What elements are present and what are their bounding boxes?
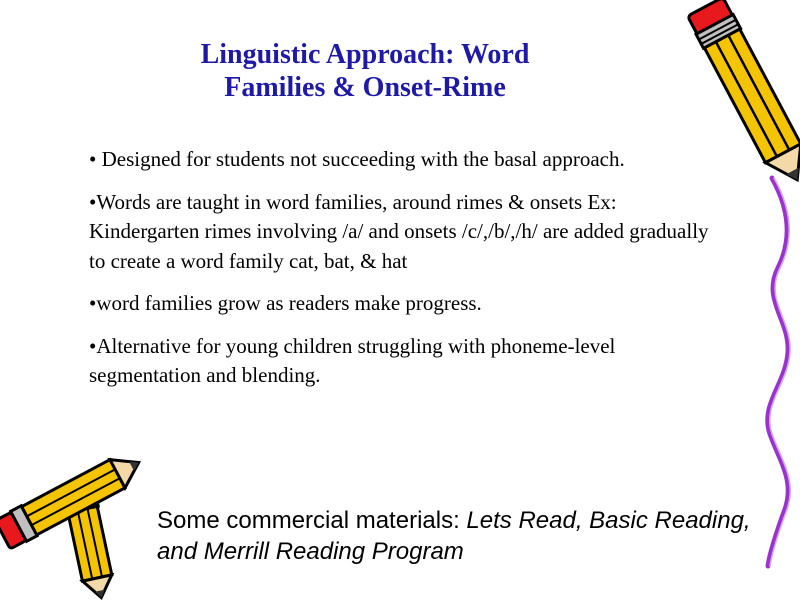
bullet-item: •Alternative for young children struggling with phoneme-level segmentation and blending. xyxy=(89,333,616,387)
bullet-item: •Words are taught in word families, around rimes & onsets Ex: Kindergarten rimes involving /a/ and onsets /c/,/b/,/h/ are added gradually to create a word family cat, bat, & hat xyxy=(89,189,709,273)
title-line-2: Families & Onset-Rime xyxy=(224,72,506,103)
commercial-materials-note xyxy=(157,505,757,567)
title-line-1: Linguistic Approach: Word xyxy=(200,39,530,70)
footer-program-names: Lets Read, Basic Reading, and Merrill Reading Program xyxy=(157,507,751,565)
slide-title xyxy=(150,38,580,104)
bullet-item: • Designed for students not succeeding with the basal approach. xyxy=(89,147,625,171)
footer-prefix: Some commercial materials: xyxy=(157,507,467,534)
bullet-item: •word families grow as readers make progress. xyxy=(89,291,482,315)
bullet-list xyxy=(89,145,729,404)
